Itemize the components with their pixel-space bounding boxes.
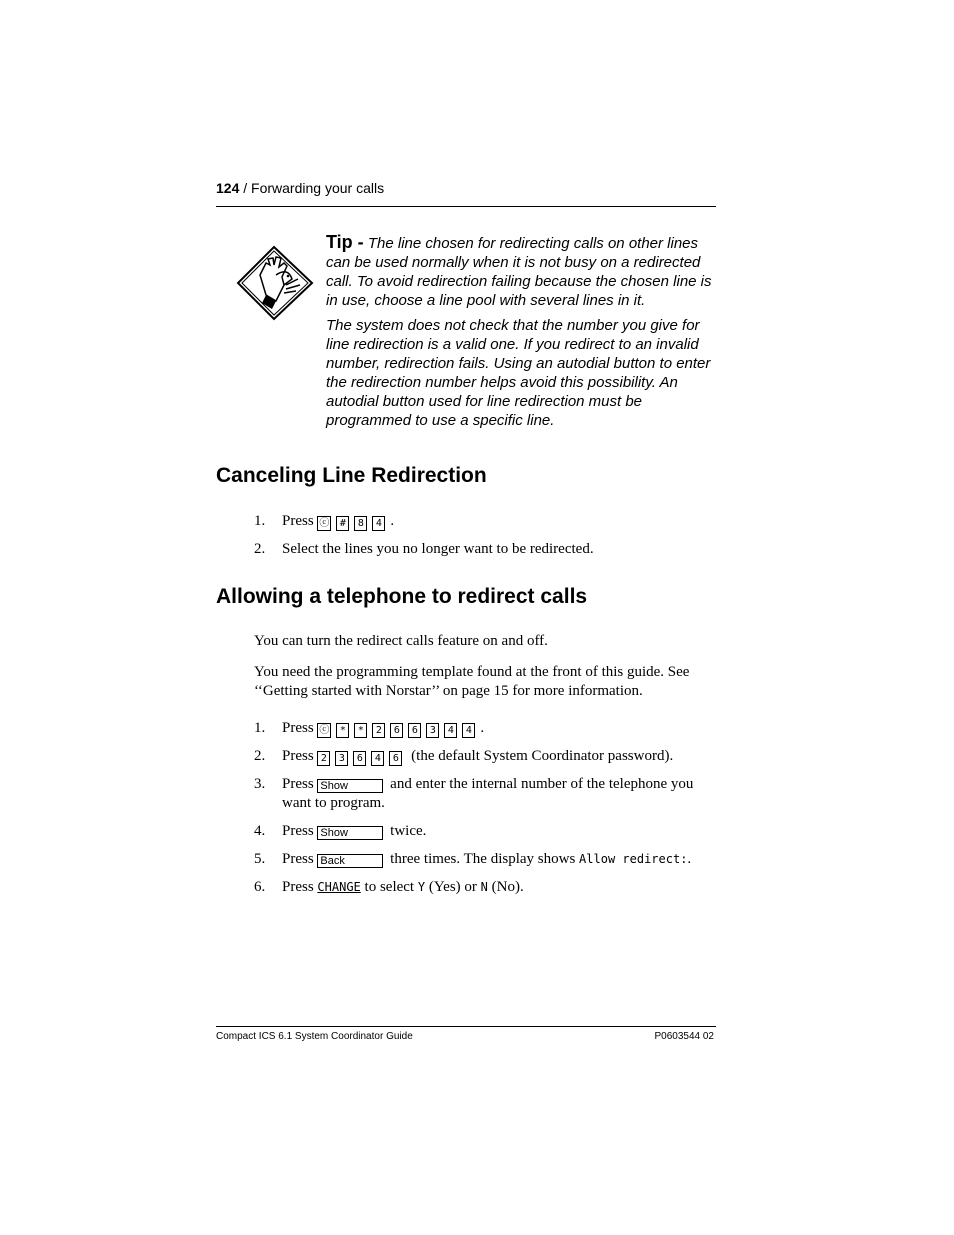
footer-guide-title: Compact ICS 6.1 System Coordinator Guide [216, 1031, 413, 1042]
digit-key: 6 [390, 723, 403, 738]
star-key: * [354, 723, 367, 738]
digit-key: 2 [372, 723, 385, 738]
show-softkey: Show [317, 779, 383, 793]
tip-paragraph-2: The system does not check that the number you give for line redirection is a valid one. If you redirect to an invalid number, redirection fails. Using an autodial button to enter the redirection number helps avoid this possibility. An autodial button used for line redirection must be programmed to use a specific line. [326, 317, 711, 429]
digit-key: 4 [444, 723, 457, 738]
list-item: 2. Press 2 3 6 4 6 (the default System Coordinator password). [254, 748, 674, 764]
star-key: * [336, 723, 349, 738]
cancel-steps [254, 512, 724, 568]
list-item: 4. Press Show twice. [254, 823, 427, 839]
section-heading-canceling: Canceling Line Redirection [216, 464, 487, 487]
digit-key: 6 [389, 751, 402, 766]
tip-label: Tip - [326, 232, 364, 252]
intro-paragraph-1: You can turn the redirect calls feature on and off. [254, 633, 548, 649]
page-number: 124 [216, 180, 240, 196]
list-item: 3. Press Show and enter the internal number of the telephone you want to program. [254, 776, 694, 811]
feature-key: ⓒ [319, 725, 330, 736]
digit-key: 8 [354, 516, 367, 531]
tip-text-1: The line chosen for redirecting calls on other lines can be used normally when it is not busy on a redirected call. To avoid redirection failing because the chosen line is in use, choose a line pool with several lines in it. [326, 235, 712, 309]
digit-key: 6 [353, 751, 366, 766]
digit-key: 6 [408, 723, 421, 738]
footer-doc-number: P0603544 02 [654, 1031, 714, 1042]
digit-key: 4 [371, 751, 384, 766]
digit-key: 4 [462, 723, 475, 738]
tip-hand-icon [236, 245, 316, 321]
allow-steps [254, 719, 724, 906]
digit-key: 2 [317, 751, 330, 766]
feature-key: ⓒ [319, 518, 330, 529]
section-heading-allowing: Allowing a telephone to redirect calls [216, 585, 588, 608]
change-softkey: CHANGE [317, 880, 361, 894]
digit-key: 4 [372, 516, 385, 531]
digit-key: 3 [426, 723, 439, 738]
list-item: 2. Select the lines you no longer want to be redirected. [254, 541, 594, 557]
page-header [216, 180, 716, 207]
list-item: 5. Press Back three times. The display shows Allow redirect:. [254, 851, 692, 867]
list-item: 6. Press CHANGE to select Y (Yes) or N (No). [254, 879, 524, 895]
digit-key: 3 [335, 751, 348, 766]
list-item: 1. Press ⓒ * * 2 6 6 3 4 4 . [254, 720, 485, 736]
show-softkey: Show [317, 826, 383, 840]
display-text: Allow redirect: [579, 852, 688, 866]
intro-paragraph-2: You need the programming template found at the front of this guide. See ‘‘Getting started with Norstar’’ on page 15 for more information. [254, 664, 690, 699]
pound-key: # [336, 516, 349, 531]
page-footer [216, 1026, 716, 1042]
tip-paragraph-1 [326, 233, 718, 310]
header-title: / Forwarding your calls [243, 180, 385, 196]
list-item: 1. Press ⓒ # 8 4 . [254, 513, 395, 529]
back-softkey: Back [317, 854, 383, 868]
tip-box [326, 233, 718, 436]
